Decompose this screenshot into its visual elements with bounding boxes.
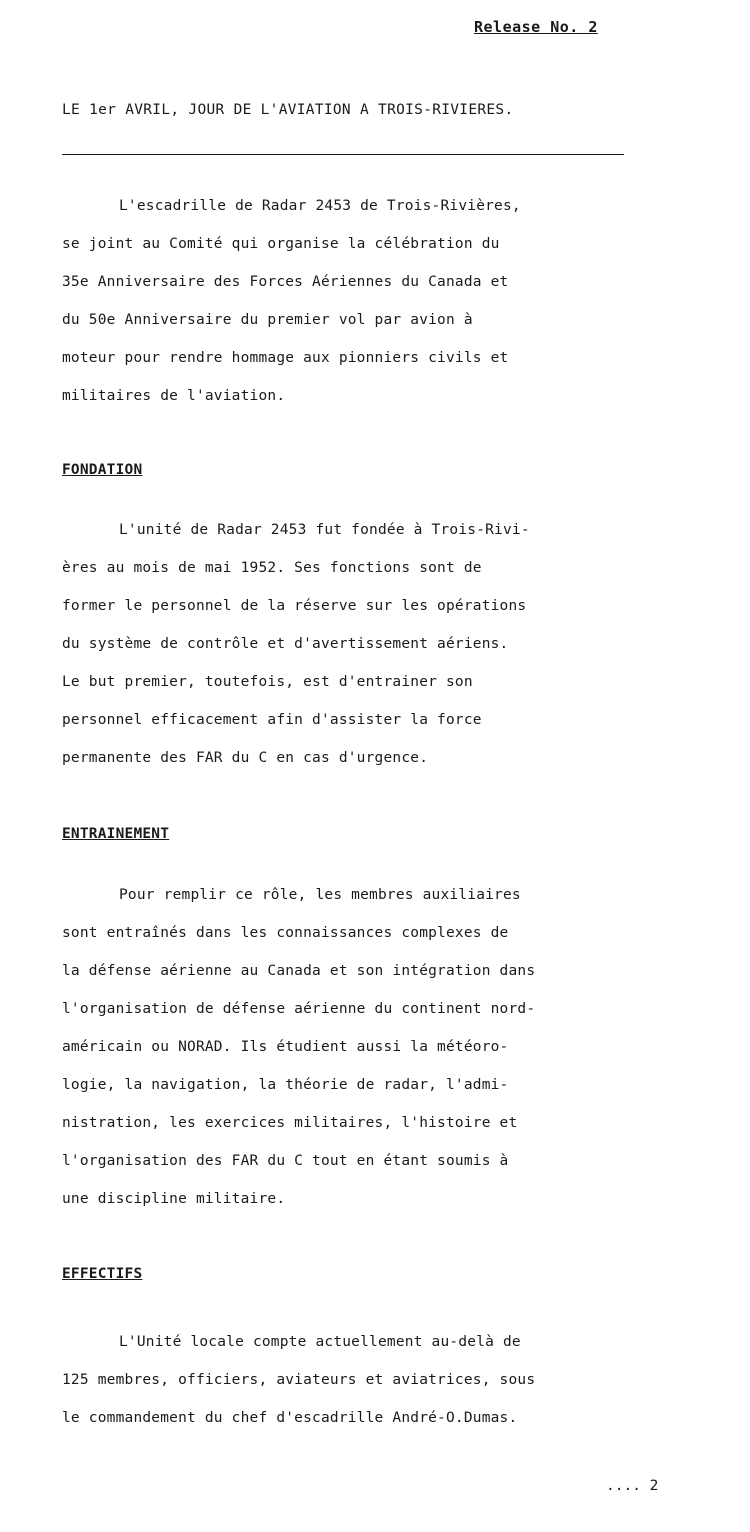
paragraph-line: personnel efficacement afin d'assister la force [62,712,482,728]
release-number: Release No. 2 [474,18,598,36]
paragraph-line: 35e Anniversaire des Forces Aériennes du Canada et [62,274,509,290]
paragraph-line: du système de contrôle et d'avertissement aériens. [62,636,509,652]
paragraph-line: Le but premier, toutefois, est d'entrainer son [62,674,473,690]
paragraph-line: permanente des FAR du C en cas d'urgence. [62,750,429,766]
effectifs-paragraph [62,1323,682,1437]
section-heading-entrainement: ENTRAINEMENT [62,826,170,842]
paragraph-line: le commandement du chef d'escadrille André-O.Dumas. [62,1410,518,1426]
entrainement-paragraph [62,876,682,1218]
section-heading-fondation: FONDATION [62,462,143,478]
document-title: LE 1er AVRIL, JOUR DE L'AVIATION A TROIS-RIVIERES. [62,102,514,118]
paragraph-line: militaires de l'aviation. [62,388,286,404]
paragraph-line: 125 membres, officiers, aviateurs et aviatrices, sous [62,1372,536,1388]
paragraph-line: L'Unité locale compte actuellement au-delà de [119,1334,521,1350]
paragraph-line: moteur pour rendre hommage aux pionniers civils et [62,350,509,366]
intro-paragraph [62,187,682,415]
paragraph-line: former le personnel de la réserve sur les opérations [62,598,527,614]
fondation-paragraph [62,511,682,777]
paragraph-line: sont entraînés dans les connaissances complexes de [62,925,509,941]
paragraph-line: Pour remplir ce rôle, les membres auxiliaires [119,887,521,903]
section-heading-effectifs: EFFECTIFS [62,1266,143,1282]
continued-page-indicator: .... 2 [606,1478,659,1494]
paragraph-line: L'unité de Radar 2453 fut fondée à Trois-Rivi- [119,522,530,538]
paragraph-line: se joint au Comité qui organise la célébration du [62,236,500,252]
paragraph-line: du 50e Anniversaire du premier vol par avion à [62,312,473,328]
paragraph-line: nistration, les exercices militaires, l'histoire et [62,1115,518,1131]
title-underline-rule [62,154,624,155]
paragraph-line: ères au mois de mai 1952. Ses fonctions sont de [62,560,482,576]
paragraph-line: l'organisation de défense aérienne du continent nord- [62,1001,536,1017]
paragraph-line: l'organisation des FAR du C tout en étant soumis à [62,1153,509,1169]
paragraph-line: L'escadrille de Radar 2453 de Trois-Rivières, [119,198,521,214]
paragraph-line: américain ou NORAD. Ils étudient aussi la météoro- [62,1039,509,1055]
paragraph-line: une discipline militaire. [62,1191,286,1207]
paragraph-line: la défense aérienne au Canada et son intégration dans [62,963,536,979]
paragraph-line: logie, la navigation, la théorie de radar, l'admi- [62,1077,509,1093]
